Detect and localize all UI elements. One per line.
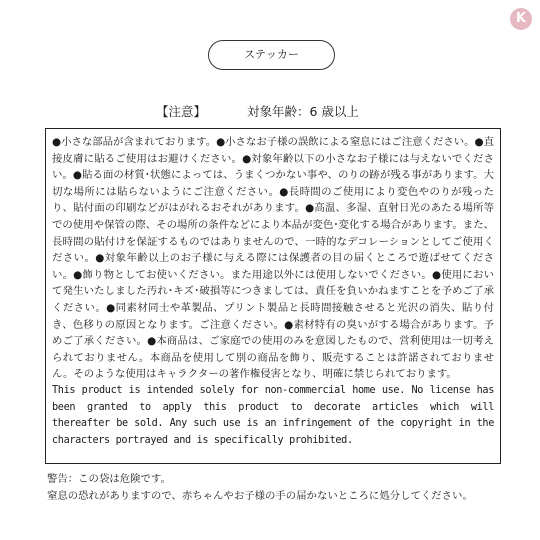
bag-warning-title: 警告：この袋は危険です。 <box>47 473 171 485</box>
caution-text-english: This product is intended solely for non-commercial home use. No license has been granted to apply this product to decorate articles which will thereafter be sold. Any such use is an infringement of the copyright in the characters portrayed and is specifically prohibited. <box>52 384 494 446</box>
caution-notice-box <box>45 128 501 464</box>
brand-logo-icon: K <box>510 8 532 30</box>
product-type-label: ステッカー <box>208 40 335 70</box>
bag-warning-body: 窒息の恐れがありますので、赤ちゃんやお子様の手の届かないところに処分してください。 <box>47 490 473 502</box>
caution-title: 【注意】 <box>156 104 207 119</box>
caution-text-japanese: ●小さな部品が含まれております。●小さなお子様の誤飲による窒息にはご注意ください。●直接皮膚に貼るご使用はお避けください。●対象年齢以下の小さなお子様には与えないでください。●貼る面の材質･状態によっては、うまくつかない事や、のりの跡が残る事があります。大切な場所には貼らないようにご注意ください。●長時間のご使用により変色やのりが残ったり、貼付面の印刷などがはがれるおそれがあります。●高温、多湿、直射日光のあたる場所等での使用や保管の際、その場所の条件などにより本品が変色･変化する場合があります。また、長時間の貼付けを保証するものではありませんので、一時的なデコレーションとしてご使用ください。●対象年齢以上のお子様に与える際には保護者の目の届くところで遊ばせてください。●飾り物としてお使いください。また用途以外には使用しないでください。●使用において発生いたしました汚れ･キズ･破損等につきましては、責任を負いかねますことを予めご了承ください。●同素材同士や革製品、プリント製品と長時間接触させると光沢の消失、貼り付き、色移りの原因となります。ご注意ください。●素材特有の臭いがする場合があります。予めご了承ください。●本商品は、ご家庭での使用のみを意図したもので、営利使用は一切考えられておりません。本商品を使用して別の商品を飾り、販売することは許諾されておりません。そのような使用はキャラクターの著作権侵害となり、明確に禁じられております。 <box>52 136 494 381</box>
target-age: 対象年齢：6 歳以上 <box>247 104 359 119</box>
bag-warning <box>47 471 507 505</box>
